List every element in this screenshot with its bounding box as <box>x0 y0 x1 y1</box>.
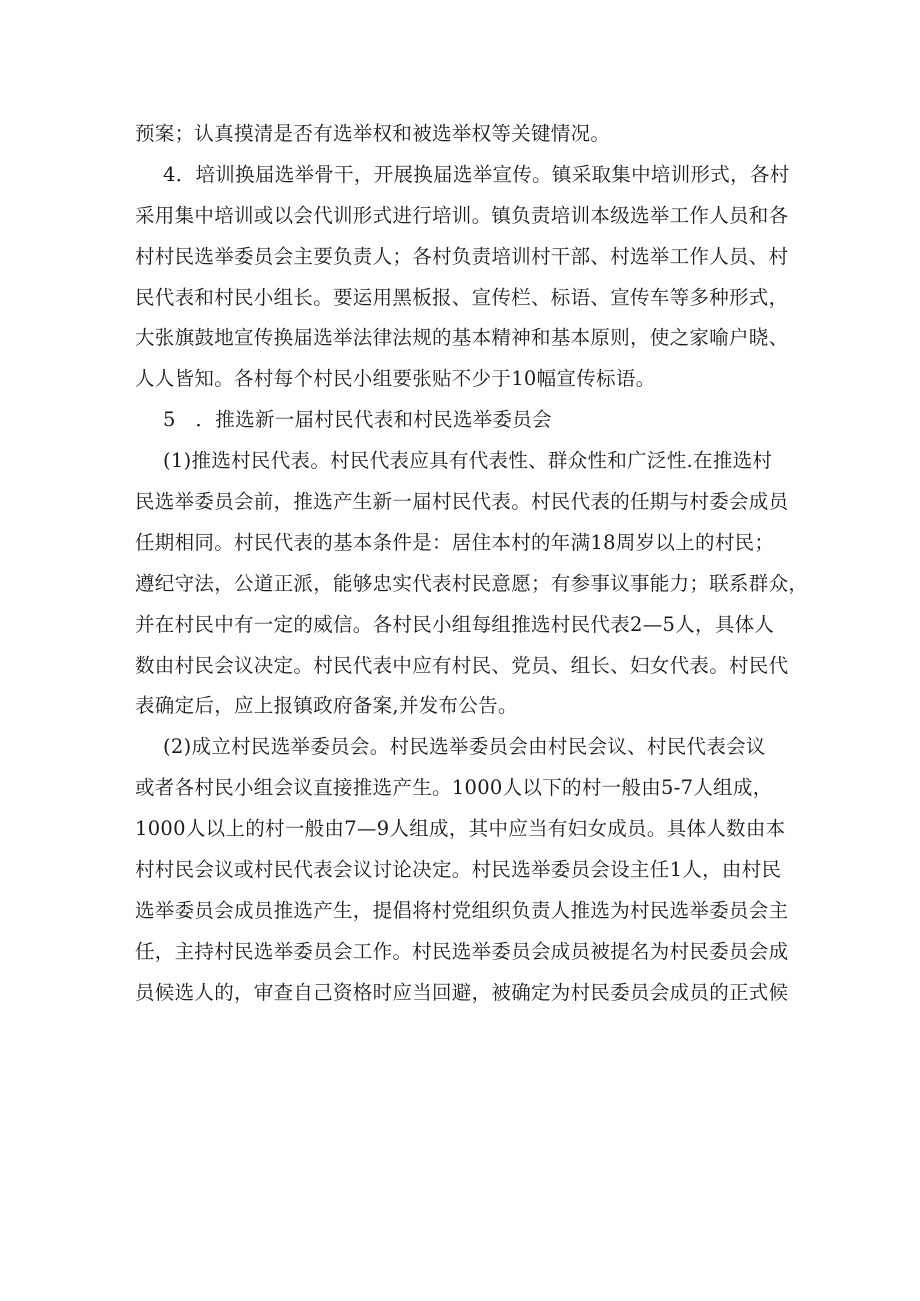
text-line: 4．培训换届选举骨干，开展换届选举宣传。镇采取集中培训形式，各村 <box>163 162 790 186</box>
document-body <box>135 114 809 1014</box>
text-line: 选举委员会成员推选产生，提倡将村党组织负责人推选为村民选举委员会主 <box>135 898 789 922</box>
text-line: 或者各村民小组会议直接推选产生。1000人以下的村一般由5-7人组成， <box>135 776 773 800</box>
text-line: 表确定后，应上报镇政府备案,并发布公告。 <box>135 694 518 718</box>
text-line: 并在村民中有一定的威信。各村民小组每组推选村民代表2—5人，具体人 <box>135 612 775 636</box>
text-line: 民选举委员会前，推选产生新一届村民代表。村民代表的任期与村委会成员 <box>135 490 789 514</box>
text-line: 遵纪守法，公道正派，能够忠实代表村民意愿；有参事议事能力；联系群众， <box>135 571 809 595</box>
text-line: 任期相同。村民代表的基本条件是：居住本村的年满18周岁以上的村民； <box>135 530 775 554</box>
text-line: (2)成立村民选举委员会。村民选举委员会由村民会议、村民代表会议 <box>163 735 766 759</box>
text-line: 5 ．推选新一届村民代表和村民选举委员会 <box>163 408 552 432</box>
text-line: (1)推选村民代表。村民代表应具有代表性、群众性和广泛性.在推选村 <box>163 449 773 473</box>
text-line: 数由村民会议决定。村民代表中应有村民、党员、组长、妇女代表。村民代 <box>135 653 789 677</box>
text-line: 大张旗鼓地宣传换届选举法律法规的基本精神和基本原则，使之家喻户晓、 <box>135 326 789 350</box>
text-line: 人人皆知。各村每个村民小组要张贴不少于10幅宣传标语。 <box>135 367 656 391</box>
text-line: 1000人以上的村一般由7—9人组成，其中应当有妇女成员。具体人数由本 <box>135 817 786 841</box>
text-line: 预案；认真摸清是否有选举权和被选举权等关键情况。 <box>135 122 611 145</box>
text-line: 民代表和村民小组长。要运用黑板报、宣传栏、标语、宣传车等多种形式， <box>135 285 789 309</box>
text-line: 村村民选举委员会主要负责人；各村负责培训村干部、村选举工作人员、村 <box>135 244 789 268</box>
text-line: 村村民会议或村民代表会议讨论决定。村民选举委员会设主任1人，由村民 <box>135 858 782 882</box>
text-line: 任，主持村民选举委员会工作。村民选举委员会成员被提名为村民委员会成 <box>135 939 789 963</box>
text-line: 员候选人的，审查自己资格时应当回避，被确定为村民委员会成员的正式候 <box>135 980 789 1004</box>
text-line: 采用集中培训或以会代训形式进行培训。镇负责培训本级选举工作人员和各 <box>135 203 789 227</box>
